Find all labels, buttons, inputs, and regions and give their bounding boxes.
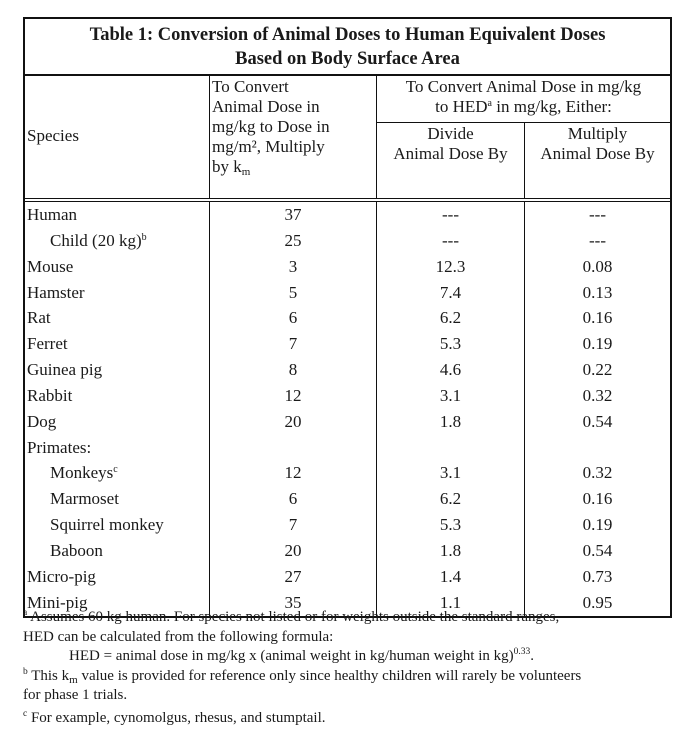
cell-multiply: ---	[589, 205, 606, 224]
cell-km: 35	[210, 590, 377, 616]
cell-km	[210, 435, 377, 461]
cell-multiply	[525, 435, 670, 461]
conversion-table	[23, 17, 672, 618]
cell-species: Mouse	[25, 254, 210, 280]
cell-species: Micro-pig	[25, 564, 210, 590]
table-title	[25, 19, 670, 76]
table-row	[25, 357, 670, 383]
cell-species: Rat	[25, 305, 210, 331]
cell-km: 7	[210, 331, 377, 357]
table-header	[25, 76, 670, 202]
cell-multiply: 0.19	[582, 334, 613, 354]
table-row	[25, 305, 670, 331]
cell-multiply: 0.73	[582, 566, 613, 586]
cell-km: 27	[210, 564, 377, 590]
footnote-c: $^c$ For example, cynomolgus, rhesus, and stumptail.	[23, 708, 326, 726]
cell-divide: 3.1	[377, 460, 525, 486]
cell-km: 7	[210, 512, 377, 538]
header-divide: Divide Animal Dose By	[377, 123, 525, 198]
cell-multiply: 0.16	[582, 308, 613, 328]
footnote-ref-a: a	[487, 98, 492, 109]
header-species: Species	[25, 76, 210, 198]
cell-divide: 12.3	[377, 254, 525, 280]
table-row	[25, 538, 670, 564]
cell-km: 20	[210, 538, 377, 564]
cell-divide: 7.4	[377, 280, 525, 306]
cell-species: Baboon	[25, 538, 210, 564]
cell-divide: 1.8	[377, 538, 525, 564]
cell-multiply: 0.32	[582, 463, 613, 483]
cell-species: Monkeys$^c$	[25, 460, 210, 486]
cell-km: 5	[210, 280, 377, 306]
footnote-b: $^b$ This $k_m$ value is provided for reference only since healthy children will rarely be volunteers	[23, 666, 582, 686]
cell-species: Squirrel monkey	[25, 512, 210, 538]
cell-species: Primates:	[25, 435, 210, 461]
cell-species: Child (20 kg)$^b$	[25, 228, 210, 254]
hed-formula: HED = animal dose in mg/kg x (animal weight in kg/human weight in kg)$^{0.33}$.	[69, 647, 535, 664]
cell-species: Ferret	[25, 331, 210, 357]
cell-species: Guinea pig	[25, 357, 210, 383]
table-row	[25, 280, 670, 306]
table-row	[25, 512, 670, 538]
cell-divide: 3.1	[377, 383, 525, 409]
table-row	[25, 486, 670, 512]
cell-species: Marmoset	[25, 486, 210, 512]
cell-multiply: 0.16	[582, 489, 613, 509]
table-title-line1: Table 1: Conversion of Animal Doses to Human Equivalent Doses	[89, 25, 606, 45]
cell-divide: ---	[377, 228, 525, 254]
cell-multiply: 0.13	[582, 282, 613, 302]
footnote-ref: b	[141, 231, 147, 243]
footnote-a: $^a$ Assumes 60 kg human. For species not listed or for weights outside the standard ranges,	[23, 608, 560, 625]
cell-divide: 4.6	[377, 357, 525, 383]
cell-divide: 1.4	[377, 564, 525, 590]
cell-multiply: 0.32	[582, 385, 613, 405]
cell-multiply: 0.54	[582, 540, 613, 560]
cell-multiply: 0.08	[582, 256, 613, 276]
cell-km: 8	[210, 357, 377, 383]
cell-multiply: 0.54	[582, 411, 613, 431]
cell-km: 37	[210, 202, 377, 228]
table-row	[25, 460, 670, 486]
cell-km: 20	[210, 409, 377, 435]
table-row	[25, 564, 670, 590]
cell-multiply: 0.19	[582, 515, 613, 535]
cell-divide: 5.3	[377, 331, 525, 357]
header-km: To Convert Animal Dose in mg/kg to Dose in mg/m², Multiply by $k_m$	[210, 76, 377, 198]
cell-species: Mini-pig	[25, 590, 210, 616]
cell-km: 6	[210, 305, 377, 331]
table-row	[25, 331, 670, 357]
cell-divide: 6.2	[377, 486, 525, 512]
cell-km: 12	[210, 460, 377, 486]
cell-divide: 5.3	[377, 512, 525, 538]
table-body	[25, 202, 670, 616]
table-row	[25, 409, 670, 435]
footnote-ref: c	[113, 464, 118, 476]
cell-species: Dog	[25, 409, 210, 435]
cell-species: Rabbit	[25, 383, 210, 409]
table-row	[25, 383, 670, 409]
cell-species: Hamster	[25, 280, 210, 306]
cell-km: 3	[210, 254, 377, 280]
table-title-line2: Based on Body Surface Area	[235, 49, 460, 69]
header-hed-group: To Convert Animal Dose in mg/kg to HED$^a$ in mg/kg, Either:	[377, 76, 670, 123]
cell-km: 12	[210, 383, 377, 409]
table-row	[25, 254, 670, 280]
cell-multiply: ---	[589, 230, 606, 250]
footnotes: $^a$ Assumes 60 kg human. For species not listed or for weights outside the standard ranges, HED can be calculated from the following formula: HED = animal dose in mg/kg x (animal weight in kg/human weight in kg)$^{0.33}$. $^b$ This $k_m$ value is provided for reference only since healthy children will rarely be volunteers for phase 1 trials. $^c$ For example, cynomolgus, rhesus, and stumptail.	[23, 608, 683, 728]
cell-km: 6	[210, 486, 377, 512]
table-row	[25, 228, 670, 254]
cell-divide: 1.8	[377, 409, 525, 435]
cell-divide	[377, 435, 525, 461]
cell-divide: 6.2	[377, 305, 525, 331]
cell-divide: 1.1	[377, 590, 525, 616]
cell-km: 25	[210, 228, 377, 254]
cell-species: Human	[25, 202, 210, 228]
table-row	[25, 435, 670, 461]
header-multiply: Multiply Animal Dose By	[540, 124, 655, 163]
cell-multiply: 0.22	[582, 360, 613, 380]
cell-multiply: 0.95	[582, 592, 613, 612]
table-row	[25, 202, 670, 228]
cell-divide: ---	[377, 202, 525, 228]
